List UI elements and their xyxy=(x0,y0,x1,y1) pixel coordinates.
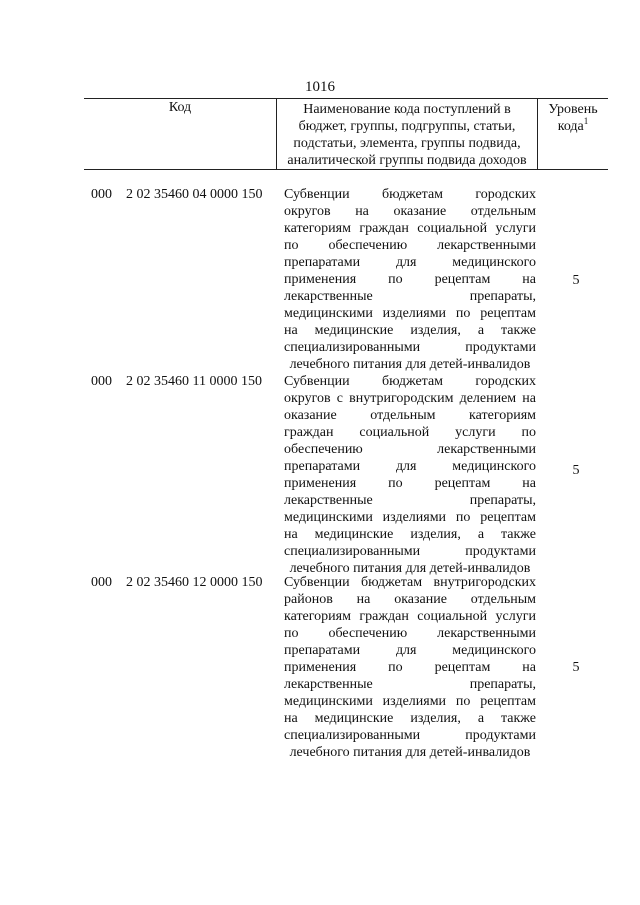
row-description xyxy=(284,574,536,761)
description-line: на медицинские изделия, а также xyxy=(284,323,536,338)
header-table xyxy=(84,98,608,170)
row-level: 5 xyxy=(572,273,580,288)
description-line: медицинскими изделиями по рецептам xyxy=(284,306,536,321)
description-line: категориям граждан социальной услуги xyxy=(284,221,536,236)
row-level: 5 xyxy=(572,660,580,675)
description-line: граждан социальной услуги по xyxy=(284,425,536,440)
header-code: Код xyxy=(84,99,277,170)
row-level: 5 xyxy=(572,463,580,478)
row-prefix: 000 xyxy=(91,374,112,389)
row-prefix: 000 xyxy=(91,575,112,590)
description-line: лечебного питания для детей-инвалидов xyxy=(289,561,531,576)
description-line: специализированными продуктами xyxy=(284,544,536,559)
description-line: медицинскими изделиями по рецептам xyxy=(284,510,536,525)
description-line: Субвенции бюджетам городских xyxy=(284,374,536,389)
description-line: на медицинские изделия, а также xyxy=(284,711,536,726)
header-name: Наименование кода поступлений в бюджет, группы, подгруппы, статьи, подстатьи, элемента, группы подвида, аналитической группы подвида доходов xyxy=(277,99,538,170)
description-line: лекарственные препараты, xyxy=(284,493,536,508)
description-line: медицинскими изделиями по рецептам xyxy=(284,694,536,709)
description-line: на медицинские изделия, а также xyxy=(284,527,536,542)
header-row xyxy=(84,99,608,170)
description-line: по обеспечению лекарственными xyxy=(284,626,536,641)
description-line: специализированными продуктами xyxy=(284,340,536,355)
description-line: препаратами для медицинского xyxy=(284,255,536,270)
description-line: Субвенции бюджетам городских xyxy=(284,187,536,202)
row-code: 2 02 35460 12 0000 150 xyxy=(126,575,263,590)
description-line: лекарственные препараты, xyxy=(284,289,536,304)
description-line: обеспечению лекарственными xyxy=(284,442,536,457)
description-line: районов на оказание отдельным xyxy=(284,592,536,607)
description-line: оказание отдельным категориям xyxy=(284,408,536,423)
row-code: 2 02 35460 11 0000 150 xyxy=(126,374,262,389)
description-line: специализированными продуктами xyxy=(284,728,536,743)
description-line: Субвенции бюджетам внутригородских xyxy=(284,575,536,590)
description-line: по обеспечению лекарственными xyxy=(284,238,536,253)
row-code: 2 02 35460 04 0000 150 xyxy=(126,187,263,202)
page-number: 1016 xyxy=(305,79,335,95)
row-description xyxy=(284,186,536,373)
row-prefix: 000 xyxy=(91,187,112,202)
description-line: применения по рецептам на xyxy=(284,476,536,491)
description-line: округов на оказание отдельным xyxy=(284,204,536,219)
description-line: лечебного питания для детей-инвалидов xyxy=(289,357,531,372)
description-line: категориям граждан социальной услуги xyxy=(284,609,536,624)
description-line: округов с внутригородским делением на xyxy=(284,391,536,406)
header-level xyxy=(538,99,609,170)
header-level-label: Уровень кода xyxy=(548,102,598,134)
description-line: препаратами для медицинского xyxy=(284,459,536,474)
row-description xyxy=(284,373,536,577)
description-line: препаратами для медицинского xyxy=(284,643,536,658)
description-line: применения по рецептам на xyxy=(284,660,536,675)
description-line: применения по рецептам на xyxy=(284,272,536,287)
description-line: лекарственные препараты, xyxy=(284,677,536,692)
description-line: лечебного питания для детей-инвалидов xyxy=(289,745,531,760)
footnote-marker: 1 xyxy=(583,116,589,126)
